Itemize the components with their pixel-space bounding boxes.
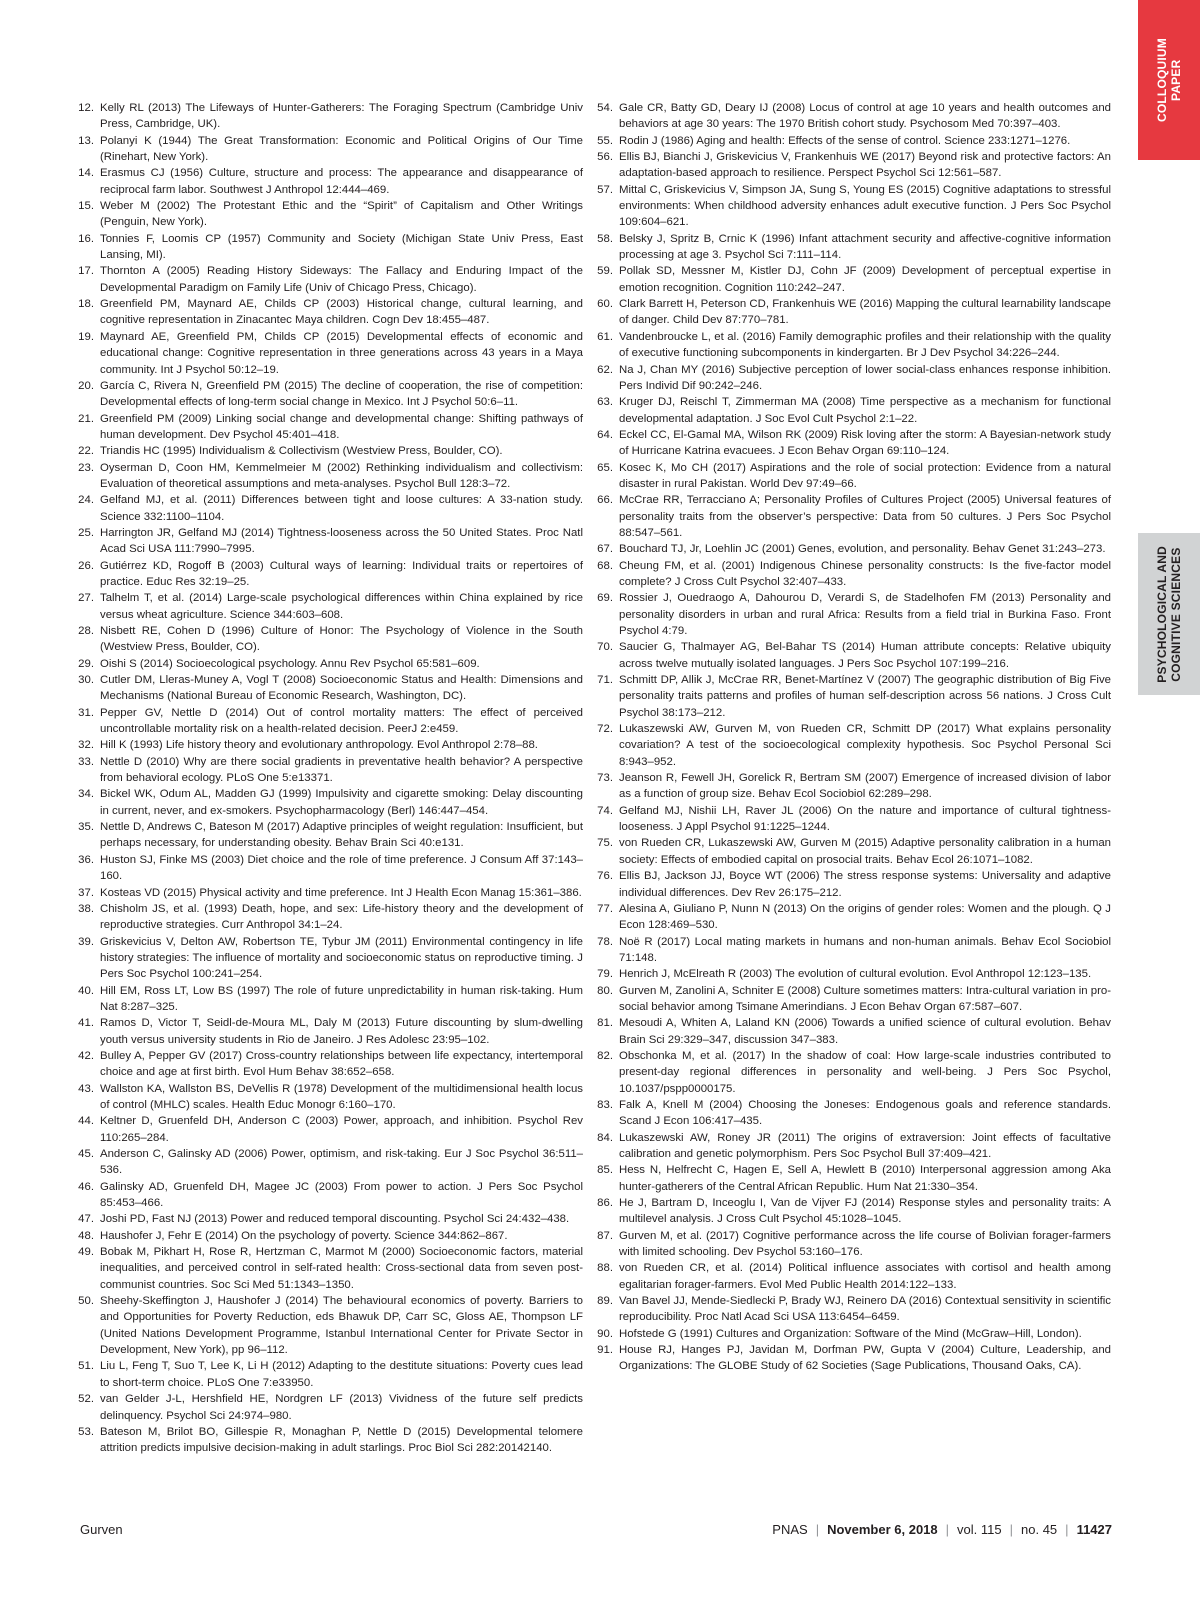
reference-text: Gutiérrez KD, Rogoff B (2003) Cultural ways of learning: Individual traits or repertoires of practice. Educ Res 32:19–25. [100,559,583,588]
reference-text: Bickel WK, Odum AL, Madden GJ (1999) Impulsivity and cigarette smoking: Delay discounting in current, never, and ex-smokers. Psychopharmacology (Berl) 146:447–454. [100,788,583,817]
reference-number: 42. [78,1049,94,1062]
reference-text: He J, Bartram D, Inceoglu I, Van de Vijver FJ (2014) Response styles and personality traits: A multilevel analysis. J Cross Cult Psychol 45:1028–1045. [619,1197,1111,1226]
reference-item [75,460,583,493]
reference-number: 32. [78,739,94,752]
reference-text: Galinsky AD, Gruenfeld DH, Magee JC (2003) From power to action. J Pers Soc Psychol 85:453–466. [100,1180,583,1210]
reference-number: 33. [78,755,94,768]
reference-item [75,492,583,525]
reference-item [75,378,583,411]
section-label-line1: PSYCHOLOGICAL AND [1155,545,1169,683]
reference-number: 39. [78,935,94,948]
reference-number: 69. [597,592,613,605]
reference-text: Falk A, Knell M (2004) Choosing the Joneses: Endogenous goals and reference standards. Scand J Econ 106:417–435. [619,1098,1111,1128]
reference-text: Van Bavel JJ, Mende-Siedlecki P, Brady WJ, Reinero DA (2016) Contextual sensitivity in scientific reproducibility. Proc Natl Acad Sci USA 113:6454–6459. [619,1295,1111,1324]
reference-text: Mittal C, Griskevicius V, Simpson JA, Sung S, Young ES (2015) Cognitive adaptations to stressful environments: When childhood adversity enhances adult executive function. J Pers Soc Psychol 109:604–621. [619,183,1111,229]
reference-item [75,852,583,885]
reference-item [594,966,1111,982]
reference-text: Haushofer J, Fehr E (2014) On the psychology of poverty. Science 344:862–867. [100,1229,508,1242]
reference-text: Gurven M, et al. (2017) Cognitive performance across the life course of Bolivian forager-farmers with limited schooling. Dev Psychol 53:160–176. [619,1229,1111,1259]
reference-text: House RJ, Hanges PJ, Javidan M, Dorfman PW, Gupta V (2004) Culture, Leadership, and Organizations: The GLOBE Study of 62 Societies (Sage Publications, Thousand Oaks, CA). [619,1344,1111,1373]
reference-text: Keltner D, Gruenfeld DH, Anderson C (2003) Power, approach, and inhibition. Psychol Rev 110:265–284. [100,1115,583,1144]
reference-text: Kelly RL (2013) The Lifeways of Hunter-Gatherers: The Foraging Spectrum (Cambridge Univ Press, Cambridge, UK). [100,102,583,131]
reference-number: 84. [597,1131,613,1144]
reference-number: 63. [597,396,613,409]
reference-text: von Rueden CR, Lukaszewski AW, Gurven M (2015) Adaptive personality calibration in a human society: Effects of embodied capital on prosocial traits. Behav Ecol 26:1071–1082. [619,837,1111,866]
reference-text: Ramos D, Victor T, Seidl-de-Moura ML, Daly M (2013) Future discounting by slum-dwelling youth versus university students in Rio de Janeiro. J Res Adolesc 23:95–102. [100,1017,583,1046]
reference-number: 19. [78,330,94,343]
reference-text: Jeanson R, Fewell JH, Gorelick R, Bertram SM (2007) Emergence of increased division of labor as a function of group size. Behav Ecol Sociobiol 62:289–298. [619,772,1111,801]
reference-text: Nisbett RE, Cohen D (1996) Culture of Honor: The Psychology of Violence in the South (Westview Press, Boulder, CO). [100,625,583,654]
reference-number: 91. [597,1344,613,1357]
reference-number: 36. [78,853,94,866]
reference-item [75,263,583,296]
reference-item [594,901,1111,934]
reference-number: 35. [78,821,94,834]
reference-text: Cutler DM, Lleras-Muney A, Vogl T (2008) Socioeconomic Status and Health: Dimensions and Mechanisms (National Bureau of Economic Research, Washington, DC). [100,674,583,703]
reference-text: Lukaszewski AW, Gurven M, von Rueden CR, Schmitt DP (2017) What explains personality covariation? A test of the socioecological complexity hypothesis. Soc Psychol Personal Sci 8:943–952. [619,723,1111,768]
reference-number: 38. [78,902,94,915]
reference-number: 25. [78,526,94,539]
reference-number: 34. [78,788,94,801]
footer-journal: PNAS [772,1522,808,1537]
reference-item [594,983,1111,1016]
section-label-line2: COGNITIVE SCIENCES [1169,546,1183,682]
reference-number: 18. [78,298,94,311]
reference-item [594,835,1111,868]
reference-text: Erasmus CJ (1956) Culture, structure and process: The appearance and disappearance of reciprocal farm labor. Southwest J Anthropol 12:444–469. [100,167,583,196]
reference-item [594,1260,1111,1293]
reference-text: Hill K (1993) Life history theory and evolutionary anthropology. Evol Anthropol 2:78–88. [100,739,538,752]
reference-item [75,1391,583,1424]
reference-item [75,623,583,656]
section-tab [1138,533,1200,695]
reference-number: 58. [597,232,613,245]
reference-item [594,133,1111,149]
colloquium-label: COLLOQUIUM [1155,38,1169,122]
reference-text: Schmitt DP, Allik J, McCrae RR, Benet-Martínez V (2007) The geographic distribution of Big Five personality traits patterns and profiles of human self-description across 56 nations. J Cross Cult Psychol 38:173–212. [619,674,1111,719]
references-right-column [594,100,1111,1375]
reference-number: 73. [597,772,613,785]
reference-item [594,329,1111,362]
reference-text: Vandenbroucke L, et al. (2016) Family demographic profiles and their relationship with the quality of executive functioning subcomponents in kindergarten. Br J Dev Psychol 34:226–244. [619,330,1111,360]
reference-text: Ellis BJ, Jackson JJ, Boyce WT (2006) The stress response systems: Universality and adaptive individual differences. Dev Rev 26:175–212. [619,870,1111,899]
reference-item [75,296,583,329]
reference-number: 85. [597,1164,613,1177]
reference-text: Joshi PD, Fast NJ (2013) Power and reduced temporal discounting. Psychol Sci 24:432–438. [100,1213,570,1226]
reference-number: 86. [597,1197,613,1210]
reference-item [594,1015,1111,1048]
reference-item [594,1048,1111,1097]
reference-item [75,329,583,378]
reference-item [75,1244,583,1293]
reference-item [75,1015,583,1048]
references-left-column [75,100,583,1457]
reference-number: 49. [78,1246,94,1259]
reference-number: 55. [597,134,613,147]
reference-item [75,100,583,133]
reference-number: 23. [78,461,94,474]
reference-number: 47. [78,1213,94,1226]
reference-number: 80. [597,984,613,997]
reference-text: Greenfield PM (2009) Linking social change and developmental change: Shifting pathways of human development. Dev Psychol 45:401–418. [100,412,583,441]
reference-number: 71. [597,674,613,687]
footer-separator: | [815,1522,820,1537]
reference-text: Griskevicius V, Delton AW, Robertson TE, Tybur JM (2011) Environmental contingency in life history strategies: The influence of mortality and socioeconomic status on reproductive timing. J Pers Soc Psychol 100:241–254. [100,935,583,981]
reference-text: Alesina A, Giuliano P, Nunn N (2013) On the origins of gender roles: Women and the plough. Q J Econ 128:469–530. [619,902,1111,932]
reference-text: Talhelm T, et al. (2014) Large-scale psychological differences within China explained by rice versus wheat agriculture. Science 344:603–608. [100,592,583,621]
reference-item [75,558,583,591]
footer-volume: vol. 115 [957,1522,1002,1537]
reference-text: Kruger DJ, Reischl T, Zimmerman MA (2008) Time perspective as a mechanism for functional developmental adaptation. J Soc Evol Cult Psychol 2:1–22. [619,396,1111,425]
reference-item [594,1293,1111,1326]
reference-text: Anderson C, Galinsky AD (2006) Power, optimism, and risk-taking. Eur J Soc Psychol 36:511–536. [100,1148,583,1177]
reference-item [594,541,1111,557]
reference-number: 27. [78,592,94,605]
footer-issue: no. 45 [1021,1522,1058,1537]
colloquium-paper-tab [1138,0,1200,160]
reference-text: Huston SJ, Finke MS (2003) Diet choice and the role of time preference. J Consum Aff 37:143–160. [100,853,583,883]
reference-text: McCrae RR, Terracciano A; Personality Profiles of Cultures Project (2005) Universal features of personality traits from the observer’s perspective: Data from 50 cultures. J Pers Soc Psychol 88:547–561. [619,494,1111,539]
reference-item [594,558,1111,591]
reference-text: Belsky J, Spritz B, Crnic K (1996) Infant attachment security and affective-cognitive information processing at age 3. Psychol Sci 7:111–114. [619,232,1111,262]
reference-text: Saucier G, Thalmayer AG, Bel-Bahar TS (2014) Human attribute concepts: Relative ubiquity across twelve mutually isolated languages. J Pers Soc Psychol 107:199–216. [619,641,1111,670]
reference-number: 26. [78,559,94,572]
reference-text: Mesoudi A, Whiten A, Laland KN (2006) Towards a unified science of cultural evolution. Behav Brain Sci 29:329–347, discussion 347–383. [619,1017,1111,1046]
reference-number: 72. [597,723,613,736]
reference-number: 37. [78,886,94,899]
reference-item [75,705,583,738]
reference-number: 60. [597,298,613,311]
reference-number: 41. [78,1017,94,1030]
reference-text: Gurven M, Zanolini A, Schniter E (2008) Culture sometimes matters: Intra-cultural variation in pro-social behavior among Tsimane Amerindians. J Econ Behav Organ 67:587–607. [619,984,1111,1013]
reference-number: 75. [597,837,613,850]
reference-number: 40. [78,984,94,997]
reference-item [594,1326,1111,1342]
reference-text: Obschonka M, et al. (2017) In the shadow of coal: How large-scale industries contributed to present-day regional differences in personality and well-being. J Pers Soc Psychol, 10.1037/pspp0000175. [619,1049,1111,1095]
reference-text: Clark Barrett H, Peterson CD, Frankenhuis WE (2016) Mapping the cultural learnability landscape of danger. Child Dev 87:770–781. [619,298,1111,327]
reference-text: Henrich J, McElreath R (2003) The evolution of cultural evolution. Evol Anthropol 12:123–135. [619,968,1092,981]
reference-item [594,1162,1111,1195]
reference-item [75,1211,583,1227]
reference-number: 65. [597,461,613,474]
reference-text: Rodin J (1986) Aging and health: Effects of the sense of control. Science 233:1271–1276. [619,134,1071,147]
reference-number: 66. [597,494,613,507]
reference-text: Bulley A, Pepper GV (2017) Cross-country relationships between life expectancy, intertemporal choice and age at first birth. Evol Hum Behav 38:652–658. [100,1049,583,1079]
reference-item [594,394,1111,427]
reference-text: Harrington JR, Gelfand MJ (2014) Tightness-looseness across the 50 United States. Proc Natl Acad Sci USA 111:7990–7995. [100,526,583,556]
reference-number: 90. [597,1327,613,1340]
reference-number: 79. [597,968,613,981]
reference-item [594,672,1111,721]
reference-item [75,525,583,558]
reference-text: Nettle D, Andrews C, Bateson M (2017) Adaptive principles of weight regulation: Insufficient, but perhaps necessary, for understanding obesity. Behav Brain Sci 40:e131. [100,821,583,850]
reference-number: 31. [78,706,94,719]
reference-number: 70. [597,641,613,654]
reference-text: Tonnies F, Loomis CP (1957) Community and Society (Michigan State Univ Press, East Lansing, MI). [100,232,583,262]
footer-author: Gurven [80,1522,123,1537]
reference-number: 82. [597,1049,613,1062]
reference-text: Oyserman D, Coon HM, Kemmelmeier M (2002) Rethinking individualism and collectivism: Evaluation of theoretical assumptions and meta-analyses. Psychol Bull 128:3–72. [100,461,583,490]
reference-text: Nettle D (2010) Why are there social gradients in preventative health behavior? A perspective from behavioral ecology. PLoS One 5:e13371. [100,755,583,785]
reference-number: 12. [78,102,94,114]
reference-text: Chisholm JS, et al. (1993) Death, hope, and sex: Life-history theory and the development of reproductive strategies. Curr Anthropol 34:1–24. [100,902,583,932]
reference-item [594,296,1111,329]
footer-separator: | [1009,1522,1014,1537]
reference-number: 22. [78,445,94,458]
reference-number: 77. [597,902,613,915]
reference-item [594,639,1111,672]
reference-item [75,198,583,231]
reference-number: 20. [78,379,94,392]
reference-text: Polanyi K (1944) The Great Transformation: Economic and Political Origins of Our Time (Rinehart, New York). [100,134,583,164]
reference-text: García C, Rivera N, Greenfield PM (2015) The decline of cooperation, the rise of competition: Developmental effects of long-term social change in Mexico. Int J Psychol 50:6–11. [100,379,583,409]
reference-item [594,868,1111,901]
reference-item [594,492,1111,541]
reference-number: 46. [78,1180,94,1193]
reference-text: Liu L, Feng T, Suo T, Lee K, Li H (2012) Adapting to the destitute situations: Poverty cues lead to short-term choice. PLoS One 7:e33950. [100,1360,583,1389]
reference-text: Hill EM, Ross LT, Low BS (1997) The role of future unpredictability in human risk-taking. Hum Nat 8:287–325. [100,984,583,1013]
footer-separator: | [1065,1522,1069,1537]
reference-number: 28. [78,625,94,637]
reference-text: Gelfand MJ, et al. (2011) Differences between tight and loose cultures: A 33-nation study. Science 332:1100–1104. [100,494,583,523]
reference-number: 76. [597,870,613,883]
reference-text: Thornton A (2005) Reading History Sideways: The Fallacy and Enduring Impact of the Developmental Paradigm on Family Life (Univ of Chicago Press, Chicago). [100,265,583,294]
reference-text: Maynard AE, Greenfield PM, Childs CP (2015) Developmental effects of economic and educational change: Cognitive representation in three generations across 43 years in a Maya community. Int J Psychol 50:12–19. [100,330,583,376]
reference-item [75,1113,583,1146]
reference-number: 50. [78,1295,94,1308]
reference-item [594,263,1111,296]
reference-item [594,149,1111,182]
reference-item [594,1097,1111,1130]
reference-number: 13. [78,134,94,147]
reference-item [75,656,583,672]
reference-text: Gelfand MJ, Nishii LH, Raver JL (2006) On the nature and importance of cultural tightness-looseness. J Appl Psychol 91:1225–1244. [619,804,1111,834]
reference-item [75,819,583,852]
reference-item [594,460,1111,493]
reference-text: Sheehy-Skeffington J, Haushofer J (2014) The behavioural economics of poverty. Barriers to and Opportunities for Poverty Reduction, eds Bhawuk DP, Carr SC, Gloss AE, Thompson LF (United Nations Development Programme, Istanbul International Center for Private Sector in Development, New York), pp 96–112. [100,1295,583,1357]
reference-item [75,411,583,444]
reference-text: Gale CR, Batty GD, Deary IJ (2008) Locus of control at age 10 years and health outcomes and behaviors at age 30 years: The 1970 British cohort study. Psychosom Med 70:397–403. [619,102,1111,131]
reference-item [594,934,1111,967]
reference-number: 53. [78,1425,94,1438]
reference-item [75,786,583,819]
reference-text: Pepper GV, Nettle D (2014) Out of control mortality matters: The effect of perceived uncontrollable mortality risk on a health-related decision. PeerJ 2:e459. [100,706,583,736]
reference-item [75,1358,583,1391]
reference-number: 24. [78,494,94,507]
reference-text: Oishi S (2014) Socioecological psychology. Annu Rev Psychol 65:581–609. [100,657,480,670]
reference-number: 88. [597,1262,613,1275]
reference-item [75,885,583,901]
reference-item [75,737,583,753]
reference-number: 87. [597,1229,613,1242]
reference-number: 48. [78,1229,94,1242]
reference-number: 21. [78,412,94,425]
reference-item [75,590,583,623]
reference-text: Kosec K, Mo CH (2017) Aspirations and the role of social protection: Evidence from a natural disaster in rural Pakistan. World Dev 97:49–66. [619,461,1111,490]
reference-item [75,1424,583,1457]
reference-text: Cheung FM, et al. (2001) Indigenous Chinese personality constructs: Is the five-factor model complete? J Cross Cult Psychol 32:407–433. [619,559,1111,588]
reference-text: Na J, Chan MY (2016) Subjective perception of lower social-class enhances response inhibition. Pers Individ Dif 90:242–246. [619,363,1111,392]
reference-item [594,770,1111,803]
reference-item [75,231,583,264]
reference-item [75,1048,583,1081]
reference-text: Wallston KA, Wallston BS, DeVellis R (1978) Development of the multidimensional health locus of control (MHLC) scales. Health Educ Monogr 6:160–170. [100,1082,583,1111]
reference-number: 62. [597,363,613,376]
reference-item [75,754,583,787]
reference-text: Greenfield PM, Maynard AE, Childs CP (2003) Historical change, cultural learning, and cognitive representation in Zinacantec Maya children. Cogn Dev 18:455–487. [100,298,583,327]
reference-text: Lukaszewski AW, Roney JR (2011) The origins of extraversion: Joint effects of facultative calibration and genetic polymorphism. Pers Soc Psychol Bull 37:409–421. [619,1131,1111,1160]
reference-number: 89. [597,1295,613,1308]
reference-number: 61. [597,330,613,343]
reference-text: Weber M (2002) The Protestant Ethic and the “Spirit” of Capitalism and Other Writings (Penguin, New York). [100,200,583,229]
reference-number: 56. [597,151,613,164]
reference-text: Rossier J, Ouedraogo A, Dahourou D, Verardi S, de Stadelhofen FM (2013) Personality and personality disorders in urban and rural Africa: Results from a field trial in Burkina Faso. Front Psychol 4:79. [619,592,1111,637]
footer-date: November 6, 2018 [827,1522,938,1537]
reference-number: 51. [78,1360,94,1373]
footer-page-number: 11427 [1076,1522,1112,1537]
reference-item [594,803,1111,836]
reference-item [594,427,1111,460]
reference-item [75,1146,583,1179]
reference-number: 14. [78,167,94,180]
reference-item [594,182,1111,231]
reference-item [75,133,583,166]
reference-item [594,721,1111,770]
reference-number: 57. [597,183,613,196]
footer-separator: | [945,1522,950,1537]
reference-item [594,100,1111,133]
reference-text: Ellis BJ, Bianchi J, Griskevicius V, Frankenhuis WE (2017) Beyond risk and protective factors: An adaptation-based approach to resilience. Perspect Psychol Sci 12:561–587. [619,151,1111,180]
reference-number: 74. [597,804,613,817]
reference-number: 67. [597,543,613,556]
reference-item [594,590,1111,639]
reference-number: 30. [78,674,94,687]
reference-item [75,1179,583,1212]
reference-item [75,165,583,198]
reference-number: 16. [78,232,94,245]
reference-number: 78. [597,935,613,948]
reference-number: 15. [78,200,94,213]
reference-item [75,443,583,459]
reference-item [594,1195,1111,1228]
reference-item [75,1081,583,1114]
reference-number: 52. [78,1393,94,1406]
reference-number: 43. [78,1082,94,1095]
reference-number: 45. [78,1148,94,1160]
reference-text: Hofstede G (1991) Cultures and Organization: Software of the Mind (McGraw–Hill, London). [619,1327,1082,1340]
reference-text: Bateson M, Brilot BO, Gillespie R, Monaghan P, Nettle D (2015) Developmental telomere attrition predicts impulsive decision-making in adult starlings. Proc Biol Sci 282:20142140. [100,1425,583,1455]
reference-item [75,901,583,934]
reference-number: 44. [78,1115,94,1128]
reference-text: Noë R (2017) Local mating markets in humans and non-human animals. Behav Ecol Sociobiol 71:148. [619,935,1111,964]
reference-text: Bouchard TJ, Jr, Loehlin JC (2001) Genes, evolution, and personality. Behav Genet 31:243–273. [619,543,1106,556]
reference-item [75,672,583,705]
reference-item [75,1293,583,1358]
reference-text: Triandis HC (1995) Individualism & Collectivism (Westview Press, Boulder, CO). [100,445,503,458]
reference-number: 64. [597,428,613,441]
reference-item [75,1228,583,1244]
reference-number: 68. [597,559,613,572]
reference-text: Bobak M, Pikhart H, Rose R, Hertzman C, Marmot M (2000) Socioeconomic factors, material inequalities, and perceived control in self-rated health: Cross-sectional data from seven post-communist countries. Soc Sci Med 51:1343–1350. [100,1246,583,1291]
reference-number: 17. [78,265,94,278]
reference-text: Eckel CC, El-Gamal MA, Wilson RK (2009) Risk loving after the storm: A Bayesian-network study of Hurricane Katrina evacuees. J Econ Behav Organ 69:110–124. [619,428,1111,458]
reference-item [594,1342,1111,1375]
reference-number: 81. [597,1017,613,1030]
reference-item [594,362,1111,395]
reference-item [594,231,1111,264]
reference-number: 29. [78,657,94,670]
reference-text: Pollak SD, Messner M, Kistler DJ, Cohn JF (2009) Development of perceptual expertise in emotion recognition. Cognition 110:242–247. [619,265,1111,294]
reference-text: van Gelder J-L, Hershfield HE, Nordgren LF (2013) Vividness of the future self predicts delinquency. Psychol Sci 24:974–980. [100,1393,583,1422]
reference-item [75,983,583,1016]
reference-text: Hess N, Helfrecht C, Hagen E, Sell A, Hewlett B (2010) Interpersonal aggression among Aka hunter-gatherers of the Central African Republic. Hum Nat 21:330–354. [619,1164,1111,1193]
reference-text: von Rueden CR, et al. (2014) Political influence associates with cortisol and health among egalitarian forager-farmers. Evol Med Public Health 2014:122–133. [619,1262,1111,1291]
reference-number: 59. [597,265,613,278]
reference-item [75,934,583,983]
paper-label: PAPER [1169,59,1183,101]
footer-journal-info [772,1522,1112,1537]
reference-item [594,1228,1111,1261]
reference-number: 83. [597,1098,613,1111]
reference-number: 54. [597,102,613,114]
reference-text: Kosteas VD (2015) Physical activity and time preference. Int J Health Econ Manag 15:361–386. [100,886,582,899]
reference-item [594,1130,1111,1163]
